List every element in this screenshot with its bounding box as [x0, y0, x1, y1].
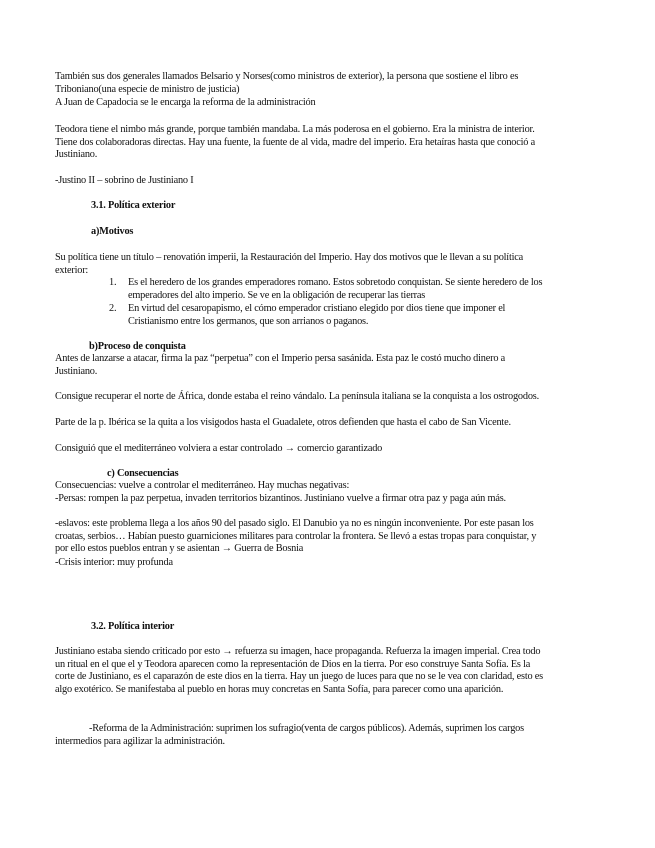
conquista-paragraph-2: Consigue recuperar el norte de África, donde estaba el reino vándalo. La península italiana se la conquista a los ostrogodos.: [55, 391, 539, 402]
conquista-paragraph-4: Consiguió que el mediterráneo volviera a estar controlado → comercio garantizado: [55, 443, 383, 454]
subheading-motivos: a)Motivos: [91, 226, 134, 237]
list-item-number: 1.: [109, 277, 117, 288]
interior-paragraph-1: Justiniano estaba siendo criticado por esto → refuerza su imagen, hace propaganda. Refuerza la imagen imperial. Crea todo un ritual en el que el y Teodora aparecen como la representación de Dios en la tierra. Por eso construye Santa Sofía. Es la corte de Justiniano, es el caparazón de este dios en la tierra. Hay un juego de luces para que no se le vea con claridad, esto es algo exotérico. Se manifestaba al pueblo en horas muy concretas en Santa Sofía, para parecer como una aparición.: [55, 646, 543, 695]
teodora-paragraph: Teodora tiene el nimbo más grande, porque también mandaba. La más poderosa en el gobierno. Era la ministra de interior. Tiene dos colaboradoras directas. Hay una fuente, la fuente de al vida, madre del imperio. Era hetaíras hasta que conoció a Justiniano.: [55, 124, 535, 161]
intro-paragraph: También sus dos generales llamados Belsario y Norses(como ministros de exterior), la persona que sostiene el libro es Triboniano(una especie de ministro de justicia): [55, 71, 519, 95]
section-heading-politica-interior: 3.2. Política interior: [91, 621, 175, 632]
list-item-number: 2.: [109, 303, 117, 314]
conquista-paragraph-3: Parte de la p. Ibérica se la quita a los visigodos hasta el Guadalete, otros defienden que hasta el cabo de San Vicente.: [55, 417, 511, 428]
intro-line-capadocia: A Juan de Capadocia se le encarga la reforma de la administración: [55, 97, 316, 108]
consecuencias-crisis: -Crisis interior: muy profunda: [55, 557, 173, 568]
consecuencias-persas: -Persas: rompen la paz perpetua, invaden territorios bizantinos. Justiniano vuelve a firmar otra paz y paga aún más.: [55, 493, 506, 504]
justino-line: -Justino II – sobrino de Justiniano I: [55, 175, 194, 186]
consecuencias-eslavos: -eslavos: este problema llega a los años 90 del pasado siglo. El Danubio ya no es ningún inconveniente. Por este pasan los croatas, serbios… Habían puesto guarniciones militares para controlar la frontera. Se llevó a estas tropas para conquistar, y por ello estos pueblos entran y se asientan → Guerra de Bosnia: [55, 518, 537, 555]
section-heading-politica-exterior: 3.1. Política exterior: [91, 200, 176, 211]
list-item-text: En virtud del cesaropapismo, el cómo emperador cristiano elegido por dios tiene que imponer el Cristianismo entre los germanos, que son arrianos o paganos.: [128, 303, 506, 327]
motivos-intro: Su política tiene un título – renovatión imperii, la Restauración del Imperio. Hay dos motivos que le llevan a su política exterior:: [55, 252, 524, 276]
interior-paragraph-2: -Reforma de la Administración: suprimen los sufragio(venta de cargos públicos). Además, suprimen los cargos intermedios para agilizar la administración.: [55, 723, 524, 747]
subheading-consecuencias: c) Consecuencias: [107, 468, 179, 479]
list-item-text: Es el heredero de los grandes emperadores romano. Estos sobretodo conquistan. Se siente heredero de los emperadores del alto imperio. Se ve en la obligación de recuperar las tierras: [128, 277, 543, 301]
list-item: [109, 303, 545, 328]
subheading-proceso-conquista: b)Proceso de conquista: [89, 341, 186, 352]
list-item: [109, 277, 545, 302]
conquista-paragraph-1: Antes de lanzarse a atacar, firma la paz “perpetua” con el Imperio persa sasánida. Esta paz le costó mucho dinero a Justiniano.: [55, 353, 506, 377]
consecuencias-line: Consecuencias: vuelve a controlar el mediterráneo. Hay muchas negativas:: [55, 480, 350, 491]
